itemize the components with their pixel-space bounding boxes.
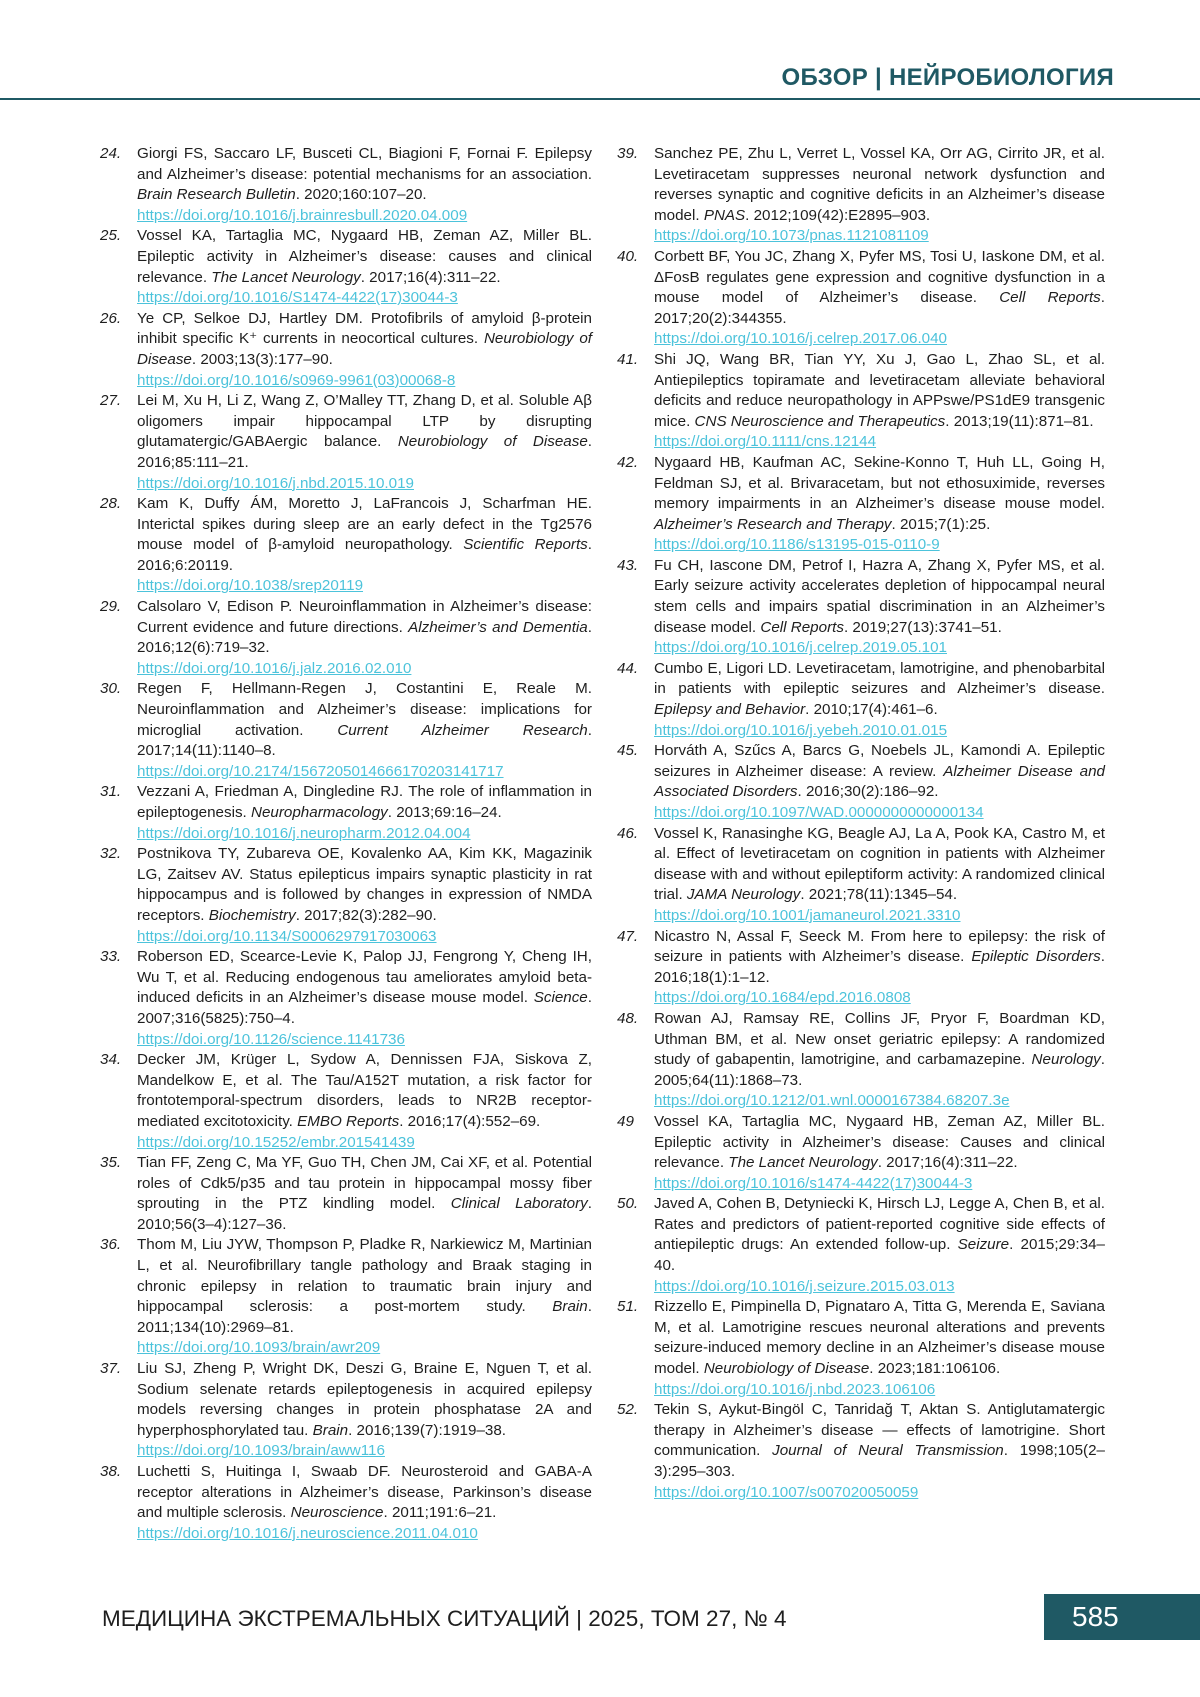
journal-title: Cell Reports — [760, 618, 844, 636]
citation-text: Vezzani A, Friedman A, Dingledine RJ. The role of inflammation in epileptogenesis. — [137, 783, 592, 821]
reference-text — [137, 391, 592, 494]
journal-title: Science — [533, 989, 588, 1007]
reference-item — [100, 391, 592, 494]
citation-text: . 2013;19(11):871–81. — [945, 412, 1094, 430]
reference-number: 52. — [617, 1401, 639, 1419]
reference-number: 50. — [617, 1195, 639, 1213]
reference-item — [100, 844, 592, 947]
citation-text: . 2017;82(3):282–90. — [295, 906, 437, 924]
citation-text: Rizzello E, Pimpinella D, Pignataro A, Titta G, Merenda E, Saviana M, et al. Lamotrigine rescues neuronal alterations and prevents seizure-induced memory decline in an Alzheimer’s disease mouse model. — [654, 1298, 1105, 1378]
citation-text: Javed A, Cohen B, Detyniecki K, Hirsch LJ, Legge A, Chen B, et al. Rates and predictors of patient-reported cognitive side effects of antiepileptic drugs: An extended follow-up. — [654, 1195, 1105, 1254]
reference-text — [654, 350, 1105, 453]
citation-text: . 2023;181:106106. — [869, 1360, 1001, 1378]
reference-number: 43. — [617, 556, 639, 574]
journal-title: Biochemistry — [208, 906, 296, 924]
citation-text: Nygaard HB, Kaufman AC, Sekine-Konno T, Huh LL, Going H, Feldman SJ, et al. Brivaracetam, but not ethosuximide, reverses memory impairments in an Alzheimer’s disease mouse model. — [654, 453, 1105, 513]
reference-number: 29. — [100, 598, 122, 616]
journal-title: Neuropharmacology — [251, 804, 388, 821]
journal-title: Alzheimer Disease and Associated Disorders — [654, 762, 1105, 801]
doi-link[interactable]: https://doi.org/10.1097/WAD.0000000000000134 — [654, 804, 984, 821]
doi-link[interactable]: https://doi.org/10.2174/1567205014666170203141717 — [137, 762, 504, 780]
doi-link[interactable]: https://doi.org/10.1016/j.neuropharm.2012.04.004 — [137, 824, 471, 842]
journal-title: Current Alzheimer Research — [337, 721, 588, 739]
reference-item — [617, 144, 1105, 247]
reference-text — [137, 844, 592, 947]
citation-text: . 2021;78(11):1345–54. — [800, 886, 958, 904]
citation-text: Postnikova TY, Zubareva OE, Kovalenko AA, Kim KK, Magazinik LG, Zaitsev AV. Status epilepticus impairs synaptic plasticity in rat hippocampus and is followed by changes in expression of NMDA receptors. — [137, 845, 592, 924]
doi-link[interactable]: https://doi.org/10.1684/epd.2016.0808 — [654, 989, 911, 1007]
reference-item — [617, 556, 1105, 659]
doi-link[interactable]: https://doi.org/10.1016/j.jalz.2016.02.010 — [137, 659, 412, 677]
journal-title: Cell Reports — [999, 289, 1101, 307]
citation-text: Decker JM, Krüger L, Sydow A, Dennissen FJA, Siskova Z, Mandelkow E, et al. The Tau/A152T mutation, a risk factor for frontotemporal-spectrum disorders, leads to NR2B receptor-mediated excitotoxicity. — [137, 1051, 592, 1130]
citation-text: Tekin S, Aykut-Bingöl C, Tanridağ T, Aktan S. Antiglutamatergic therapy in Alzheimer’s disease — effects of lamotrigine. Short communication. — [654, 1401, 1105, 1460]
citation-text: Giorgi FS, Saccaro LF, Busceti CL, Biagioni F, Fornai F. Epilepsy and Alzheimer’s disease: potential mechanisms for an association. — [137, 145, 592, 183]
doi-link[interactable]: https://doi.org/10.1212/01.wnl.0000167384.68207.3e — [654, 1092, 1010, 1110]
reference-number: 42. — [617, 453, 639, 471]
journal-title: The Lancet Neurology — [211, 268, 361, 286]
journal-title: Neurobiology of Disease — [703, 1360, 870, 1378]
reference-number: 33. — [100, 948, 122, 966]
doi-link[interactable]: https://doi.org/10.1073/pnas.1121081109 — [654, 227, 929, 245]
reference-text — [654, 144, 1105, 247]
reference-item — [100, 144, 592, 226]
reference-number: 44. — [617, 659, 639, 677]
reference-number: 25. — [100, 227, 122, 245]
citation-text: . 2020;160:107–20. — [295, 186, 427, 204]
citation-text: . 2003;13(3):177–90. — [191, 350, 333, 368]
reference-text — [654, 927, 1105, 1009]
doi-link[interactable]: https://doi.org/10.1016/j.seizure.2015.03.013 — [654, 1277, 955, 1295]
reference-item — [100, 309, 592, 391]
doi-link[interactable]: https://doi.org/10.1038/srep20119 — [137, 577, 364, 595]
reference-number: 51. — [617, 1298, 639, 1316]
doi-link[interactable]: https://doi.org/10.1016/j.brainresbull.2020.04.009 — [137, 206, 468, 224]
reference-number: 32. — [100, 845, 122, 863]
section-title: ОБЗОР | НЕЙРОБИОЛОГИЯ — [781, 64, 1114, 91]
citation-text: . 2010;17(4):461–6. — [805, 701, 938, 719]
citation-text: . 2016;17(4):552–69. — [399, 1112, 541, 1130]
reference-number: 34. — [100, 1051, 122, 1069]
reference-item — [100, 1359, 592, 1462]
citation-text: . 2016;139(7):1919–38. — [348, 1421, 507, 1439]
reference-text — [654, 659, 1105, 741]
reference-text — [654, 453, 1105, 556]
reference-item — [100, 1153, 592, 1235]
reference-item — [617, 247, 1105, 350]
reference-number: 28. — [100, 495, 122, 513]
journal-title: Neurology — [1031, 1051, 1101, 1069]
journal-title: Seizure — [957, 1236, 1010, 1254]
reference-item — [617, 1112, 1105, 1194]
citation-text: Corbett BF, You JC, Zhang X, Pyfer MS, Tosi U, Iaskone DM, et al. ΔFosB regulates gene expression and cognitive dysfunction in a mouse model of Alzheimer’s disease. — [654, 247, 1105, 307]
references-column-right — [617, 144, 1105, 1503]
reference-item — [100, 782, 592, 844]
reference-text — [137, 1050, 592, 1153]
citation-text: Lei M, Xu H, Li Z, Wang Z, O’Malley TT, Zhang D, et al. Soluble Aβ oligomers impair hippocampal LTP by disrupting glutamatergic/GABAergic balance. — [137, 392, 592, 451]
citation-text: . 2016;85:111–21. — [137, 433, 593, 471]
reference-text — [654, 1009, 1105, 1112]
reference-number: 35. — [100, 1154, 122, 1172]
reference-text — [654, 741, 1105, 823]
citation-text: Calsolaro V, Edison P. Neuroinflammation in Alzheimer’s disease: Current evidence and future directions. — [137, 598, 592, 636]
reference-item — [617, 453, 1105, 556]
citation-text: Vossel KA, Tartaglia MC, Nygaard HB, Zeman AZ, Miller BL. Epileptic activity in Alzheimer’s disease: causes and clinical relevance. — [137, 227, 592, 286]
citation-text: . 2013;69:16–24. — [387, 804, 502, 821]
citation-text: . 2007;316(5825):750–4. — [137, 989, 592, 1027]
citation-text: . 2011;191:6–21. — [383, 1504, 497, 1522]
doi-link[interactable]: https://doi.org/10.15252/embr.201541439 — [137, 1133, 415, 1151]
journal-footer: МЕДИЦИНА ЭКСТРЕМАЛЬНЫХ СИТУАЦИЙ | 2025, ТОМ 27, № 4 — [102, 1606, 787, 1631]
doi-link[interactable]: https://doi.org/10.1093/brain/aww116 — [137, 1442, 385, 1460]
citation-text: . 2015;7(1):25. — [891, 515, 991, 533]
journal-title: Brain — [312, 1421, 349, 1439]
journal-title: The Lancet Neurology — [728, 1154, 878, 1172]
reference-text — [654, 1297, 1105, 1400]
doi-link[interactable]: https://doi.org/10.1016/j.nbd.2015.10.019 — [137, 474, 414, 492]
journal-title: EMBO Reports — [297, 1112, 400, 1130]
reference-number: 41. — [617, 350, 639, 368]
citation-text: . 2017;14(11):1140–8. — [137, 721, 592, 760]
header-divider — [0, 98, 1200, 100]
reference-item — [617, 824, 1105, 927]
doi-link[interactable]: https://doi.org/10.1016/j.yebeh.2010.01.015 — [654, 721, 948, 739]
doi-link[interactable]: https://doi.org/10.1007/s007020050059 — [654, 1483, 919, 1501]
reference-text — [137, 1462, 592, 1544]
reference-number: 37. — [100, 1360, 122, 1378]
reference-item — [100, 679, 592, 782]
citation-text: . 2005;64(11):1868–73. — [654, 1051, 1105, 1089]
journal-title: Alzheimer’s Research and Therapy — [654, 515, 892, 533]
reference-item — [100, 947, 592, 1050]
citation-text: Liu SJ, Zheng P, Wright DK, Deszi G, Braine E, Nguen T, et al. Sodium selenate retards epileptogenesis in acquired epilepsy models reversing changes in protein phosphatase 2A and hyperphosphorylated tau. — [137, 1360, 592, 1439]
citation-text: . 2016;6:20119. — [137, 536, 592, 574]
reference-item — [617, 1297, 1105, 1400]
citation-text: Tian FF, Zeng C, Ma YF, Guo TH, Chen JM, Cai XF, et al. Potential roles of Cdk5/p35 and tau protein in hippocampal mossy fiber sprouting in the PTZ kindling model. — [137, 1154, 592, 1213]
reference-text — [137, 144, 592, 226]
references-column-left — [100, 144, 592, 1544]
reference-text — [137, 679, 592, 782]
citation-text: . 2019;27(13):3741–51. — [843, 618, 1002, 636]
citation-text: . 2017;16(4):311–22. — [877, 1154, 1018, 1172]
reference-item — [100, 494, 592, 597]
citation-text: Cumbo E, Ligori LD. Levetiracetam, lamotrigine, and phenobarbital in patients with epileptic seizures and Alzheimer’s disease. — [654, 659, 1105, 698]
citation-text: . 2017;16(4):311–22. — [360, 268, 501, 286]
reference-item — [617, 659, 1105, 741]
reference-number: 39. — [617, 145, 639, 162]
doi-link[interactable]: https://doi.org/10.1016/j.nbd.2023.106106 — [654, 1380, 936, 1398]
page-number: 585 — [1072, 1601, 1119, 1632]
doi-link[interactable]: https://doi.org/10.1134/S0006297917030063 — [137, 927, 437, 945]
doi-link[interactable]: https://doi.org/10.1016/j.celrep.2019.05.101 — [654, 639, 947, 657]
citation-text: . 2015;29:34–40. — [654, 1236, 1105, 1275]
journal-title: Clinical Laboratory — [450, 1195, 588, 1213]
reference-number: 49 — [617, 1112, 634, 1130]
doi-link[interactable]: https://doi.org/10.1016/S1474-4422(17)30044-3 — [137, 289, 458, 307]
reference-text — [654, 247, 1105, 350]
reference-item — [100, 1235, 592, 1359]
reference-text — [137, 226, 592, 308]
citation-text: . 1998;105(2–3):295–303. — [654, 1442, 1105, 1480]
citation-text: Rowan AJ, Ramsay RE, Collins JF, Pryor F, Boardman KD, Uthman BM, et al. New onset geriatric epilepsy: A randomized study of gabapentin, lamotrigine, and carbamazepine. — [654, 1009, 1105, 1069]
citation-text: Thom M, Liu JYW, Thompson P, Pladke R, Narkiewicz M, Martinian L, et al. Neurofibrillary tangle pathology and Braak staging in chronic epilepsy in relation to traumatic brain injury and hippocampal sclerosis: a post-mortem study. — [137, 1236, 592, 1316]
citation-text: Vossel KA, Tartaglia MC, Nygaard HB, Zeman AZ, Miller BL. Epileptic activity in Alzheimer’s disease: Causes and clinical relevance. — [654, 1112, 1105, 1172]
reference-text — [654, 556, 1105, 659]
reference-item — [100, 597, 592, 679]
citation-text: . 2012;109(42):E2895–903. — [745, 206, 931, 224]
reference-item — [100, 1462, 592, 1544]
citation-text: . 2016;12(6):719–32. — [137, 618, 592, 657]
reference-text — [137, 597, 592, 679]
reference-item — [617, 1009, 1105, 1112]
journal-title: Brain — [552, 1298, 588, 1316]
journal-title: Neurobiology of Disease — [137, 330, 592, 368]
doi-link[interactable]: https://doi.org/10.1111/cns.12144 — [654, 433, 877, 451]
reference-number: 30. — [100, 680, 122, 698]
journal-title: Neurobiology of Disease — [397, 433, 588, 451]
citation-text: . 2011;134(10):2969–81. — [137, 1298, 592, 1336]
reference-number: 46. — [617, 824, 639, 842]
reference-text — [654, 1400, 1105, 1503]
doi-link[interactable]: https://doi.org/10.1001/jamaneurol.2021.3310 — [654, 906, 961, 924]
reference-text — [137, 494, 592, 597]
reference-text — [137, 947, 592, 1050]
citation-text: . 2010;56(3–4):127–36. — [137, 1195, 592, 1233]
journal-title: JAMA Neurology — [686, 886, 801, 904]
reference-item — [617, 1194, 1105, 1297]
reference-item — [617, 741, 1105, 823]
citation-text: Nicastro N, Assal F, Seeck M. From here to epilepsy: the risk of seizure in patients with Alzheimer’s disease. — [654, 927, 1105, 966]
journal-title: Epilepsy and Behavior — [654, 701, 806, 719]
journal-title: CNS Neuroscience and Therapeutics — [694, 412, 946, 430]
doi-link[interactable]: https://doi.org/10.1186/s13195-015-0110-9 — [654, 536, 940, 554]
journal-title: Scientific Reports — [463, 536, 588, 554]
journal-title: Neuroscience — [290, 1504, 384, 1522]
reference-number: 24. — [100, 145, 122, 162]
citation-text: . 2016;18(1):1–12. — [654, 948, 1105, 986]
citation-text: Vossel K, Ranasinghe KG, Beagle AJ, La A, Pook KA, Castro M, et al. Effect of levetiracetam on cognition in patients with Alzheimer disease with and without epileptiform activity: A randomized clinical trial. — [654, 824, 1105, 904]
citation-text: Regen F, Hellmann-Regen J, Costantini E, Reale M. Neuroinflammation and Alzheimer’s disease: implications for microglial activation. — [137, 680, 592, 739]
journal-title: Brain Research Bulletin — [137, 186, 296, 204]
journal-title: Journal of Neural Transmission — [772, 1442, 1004, 1460]
reference-text — [137, 309, 592, 391]
reference-text — [654, 1112, 1105, 1194]
journal-title: Epileptic Disorders — [971, 948, 1101, 966]
reference-text — [137, 782, 592, 844]
reference-number: 31. — [100, 783, 122, 801]
citation-text: Horváth A, Szűcs A, Barcs G, Noebels JL, Kamondi A. Epileptic seizures in Alzheimer disease: A review. — [654, 742, 1105, 780]
reference-text — [137, 1153, 592, 1235]
citation-text: Shi JQ, Wang BR, Tian YY, Xu J, Gao L, Zhao SL, et al. Antiepileptics topiramate and levetiracetam alleviate behavioral deficits and reduce neuropathology in APPswe/PS1dE9 transgenic mice. — [654, 350, 1105, 430]
citation-text: . 2016;30(2):186–92. — [797, 783, 939, 801]
citation-text: Sanchez PE, Zhu L, Verret L, Vossel KA, Orr AG, Cirrito JR, et al. Levetiracetam suppresses neuronal network dysfunction and reverses synaptic and cognitive deficits in an Alzheimer’s disease model. — [654, 145, 1105, 224]
citation-text: Ye CP, Selkoe DJ, Hartley DM. Protofibrils of amyloid β-protein inhibit specific K⁺ currents in neocortical cultures. — [137, 309, 592, 348]
reference-text — [137, 1359, 592, 1462]
doi-link[interactable]: https://doi.org/10.1126/science.1141736 — [137, 1030, 405, 1048]
reference-number: 47. — [617, 927, 639, 945]
journal-title: Alzheimer’s and Dementia — [408, 618, 588, 636]
reference-text — [137, 1235, 592, 1359]
doi-link[interactable]: https://doi.org/10.1016/j.neuroscience.2011.04.010 — [137, 1524, 478, 1542]
reference-item — [617, 350, 1105, 453]
doi-link[interactable]: https://doi.org/10.1016/j.celrep.2017.06.040 — [654, 330, 947, 348]
reference-text — [654, 1194, 1105, 1297]
reference-item — [100, 226, 592, 308]
citation-text: Luchetti S, Huitinga I, Swaab DF. Neurosteroid and GABA-A receptor alterations in Alzheimer’s disease, Parkinson’s disease and multiple sclerosis. — [137, 1463, 592, 1522]
reference-number: 48. — [617, 1009, 639, 1027]
doi-link[interactable]: https://doi.org/10.1093/brain/awr209 — [137, 1339, 381, 1357]
reference-number: 38. — [100, 1463, 122, 1480]
reference-item — [100, 1050, 592, 1153]
reference-number: 26. — [100, 309, 122, 327]
reference-number: 27. — [100, 392, 122, 410]
reference-number: 36. — [100, 1236, 122, 1254]
citation-text: Roberson ED, Scearce-Levie K, Palop JJ, Fengrong Y, Cheng IH, Wu T, et al. Reducing endogenous tau ameliorates amyloid beta-induced deficits in an Alzheimer’s disease mouse model. — [137, 948, 592, 1007]
reference-number: 45. — [617, 742, 639, 760]
doi-link[interactable]: https://doi.org/10.1016/s1474-4422(17)30044-3 — [654, 1174, 973, 1192]
journal-title: PNAS — [703, 206, 746, 224]
reference-item — [617, 1400, 1105, 1503]
reference-number: 40. — [617, 247, 639, 265]
reference-text — [654, 824, 1105, 927]
citation-text: Fu CH, Iascone DM, Petrof I, Hazra A, Zhang X, Pyfer MS, et al. Early seizure activity accelerates depletion of hippocampal neural stem cells and impairs spatial discrimination in an Alzheimer’s disease model. — [654, 556, 1105, 636]
citation-text: . 2017;20(2):344355. — [654, 289, 1105, 327]
page-number-box — [1044, 1594, 1200, 1640]
doi-link[interactable]: https://doi.org/10.1016/s0969-9961(03)00068-8 — [137, 371, 456, 389]
reference-item — [617, 927, 1105, 1009]
citation-text: Kam K, Duffy ÁM, Moretto J, LaFrancois J, Scharfman HE. Interictal spikes during sleep are an early defect in the Tg2576 mouse model of β-amyloid neuropathology. — [137, 495, 592, 554]
